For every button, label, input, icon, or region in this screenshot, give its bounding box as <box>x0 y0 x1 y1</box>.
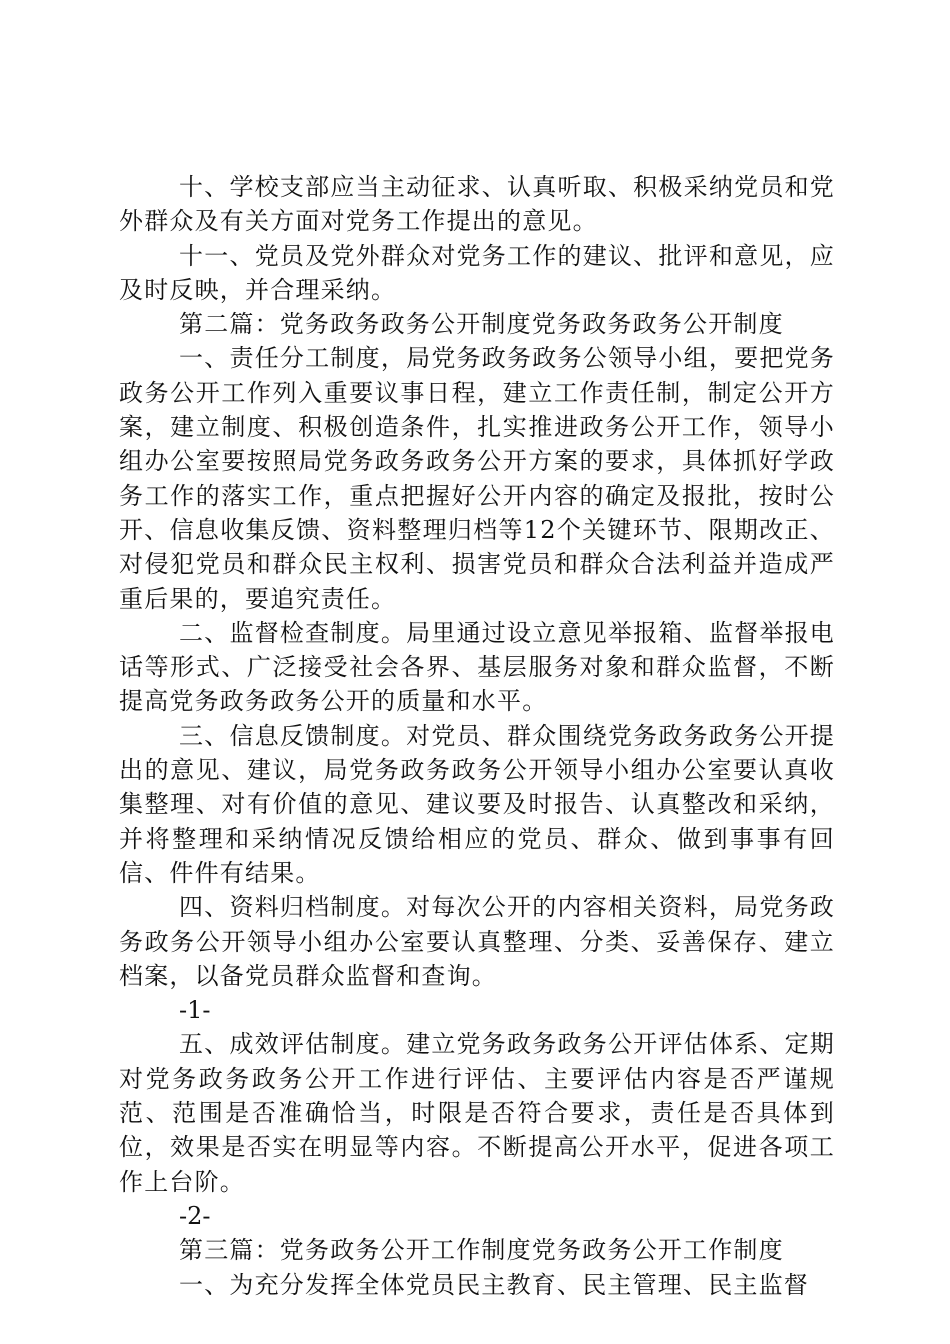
section-heading-part-2: 第二篇：党务政务政务公开制度党务政务政务公开制度 <box>179 310 784 339</box>
paragraph-item-11: 十一、党员及党外群众对党务工作的建议、批评和意见，应及时反映，并合理采纳。 <box>119 241 835 304</box>
section-heading-part-3: 第三篇：党务政务公开工作制度党务政务公开工作制度 <box>179 1236 784 1265</box>
paragraph-supervision: 二、监督检查制度。局里通过设立意见举报箱、监督举报电话等形式、广泛接受社会各界、基层服务对象和群众监督，不断提高党务政务政务公开的质量和水平。 <box>119 618 835 716</box>
paragraph-item-10: 十、学校支部应当主动征求、认真听取、积极采纳党员和党外群众及有关方面对党务工作提出的意见。 <box>119 173 835 236</box>
paragraph-part3-item-1: 一、为充分发挥全体党员民主教育、民主管理、民主监督 <box>179 1270 809 1299</box>
paragraph-evaluation: 五、成效评估制度。建立党务政务政务公开评估体系、定期对党务政务政务公开工作进行评估、主要评估内容是否严谨规范、范围是否准确恰当，时限是否符合要求，责任是否具体到位，效果是否实在明显等内容。不断提高公开水平，促进各项工作上台阶。 <box>119 1030 835 1196</box>
paragraph-archiving: 四、资料归档制度。对每次公开的内容相关资料，局党务政务政务公开领导小组办公室要认真整理、分类、妥善保存、建立档案，以备党员群众监督和查询。 <box>119 893 835 990</box>
document-body <box>119 170 835 1302</box>
page-number-1: -1- <box>179 996 211 1025</box>
paragraph-feedback: 三、信息反馈制度。对党员、群众围绕党务政务政务公开提出的意见、建议，局党务政务政务公开领导小组办公室要认真收集整理、对有价值的意见、建议要及时报告、认真整改和采纳，并将整理和采纳情况反馈给相应的党员、群众、做到事事有回信、件件有结果。 <box>119 721 835 887</box>
paragraph-responsibility: 一、责任分工制度，局党务政务政务公领导小组，要把党务政务公开工作列入重要议事日程，建立工作责任制，制定公开方案，建立制度、积极创造条件，扎实推进政务公开工作，领导小组办公室要按照局党务政务政务公开方案的要求，具体抓好学政务工作的落实工作，重点把握好公开内容的确定及报批，按时公开、信息收集反馈、资料整理归档等12个关键环节、限期改正、对侵犯党员和群众民主权利、损害党员和群众合法利益并造成严重后果的，要追究责任。 <box>119 344 835 613</box>
page-number-2: -2- <box>179 1201 211 1230</box>
